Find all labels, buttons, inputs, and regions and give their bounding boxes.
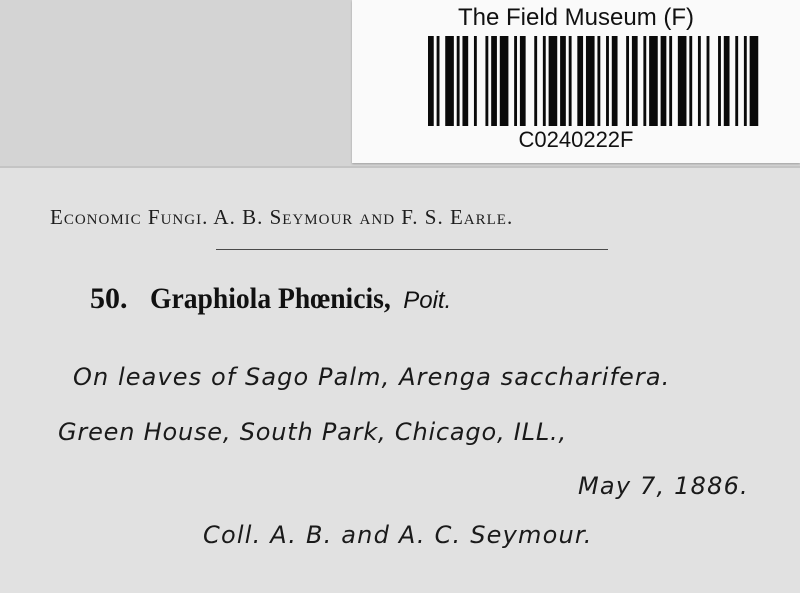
collection-date: May 7, 1886. [578, 472, 749, 500]
institution-name: The Field Museum (F) [457, 4, 695, 31]
barcode-bar [474, 36, 477, 126]
barcode-bar [707, 36, 710, 126]
barcode-bar [428, 36, 434, 126]
species-name: Graphiola Phœnicis, [149, 282, 391, 315]
barcode-bar [649, 36, 658, 126]
barcode-bar [520, 36, 526, 126]
barcode-bar [597, 36, 600, 126]
barcode-bar [485, 36, 488, 126]
barcode-bar [698, 36, 701, 126]
locality-text: Green House, South Park, Chicago, ILL., [58, 418, 567, 446]
barcode-bar [612, 36, 618, 126]
barcode-bar [549, 36, 558, 126]
barcode-bar [632, 36, 638, 126]
barcode-bar [626, 36, 629, 126]
host-text: On leaves of Sago Palm, Arenga saccharifera. [73, 363, 671, 391]
barcode-bar [437, 36, 440, 126]
barcode-bar [744, 36, 747, 126]
barcode [428, 36, 764, 126]
barcode-bar [689, 36, 692, 126]
barcode-bar [534, 36, 537, 126]
barcode-bar [678, 36, 687, 126]
collectors-text: Coll. A. B. and A. C. Seymour. [203, 521, 593, 549]
barcode-bar [606, 36, 609, 126]
barcode-bar [569, 36, 572, 126]
series-heading: Economic Fungi. A. B. Seymour and F. S. Earle. [50, 205, 514, 229]
barcode-bar [735, 36, 738, 126]
barcode-bar [491, 36, 497, 126]
barcode-bar [514, 36, 517, 126]
barcode-bar [718, 36, 721, 126]
barcode-bar [500, 36, 509, 126]
barcode-bar [724, 36, 730, 126]
barcode-label [352, 0, 800, 163]
barcode-bar [643, 36, 646, 126]
barcode-bar [543, 36, 546, 126]
species-line [90, 282, 451, 316]
barcode-bar [669, 36, 672, 126]
divider-rule [216, 249, 608, 250]
species-number: 50. [90, 282, 128, 315]
barcode-bar [586, 36, 595, 126]
catalog-number: C0240222F [518, 127, 634, 152]
species-author: Poit. [403, 287, 452, 314]
barcode-bar [445, 36, 454, 126]
barcode-bar [462, 36, 468, 126]
barcode-bar [750, 36, 759, 126]
barcode-bar [577, 36, 583, 126]
barcode-bar [560, 36, 566, 126]
barcode-bar [661, 36, 667, 126]
barcode-bar [457, 36, 460, 126]
